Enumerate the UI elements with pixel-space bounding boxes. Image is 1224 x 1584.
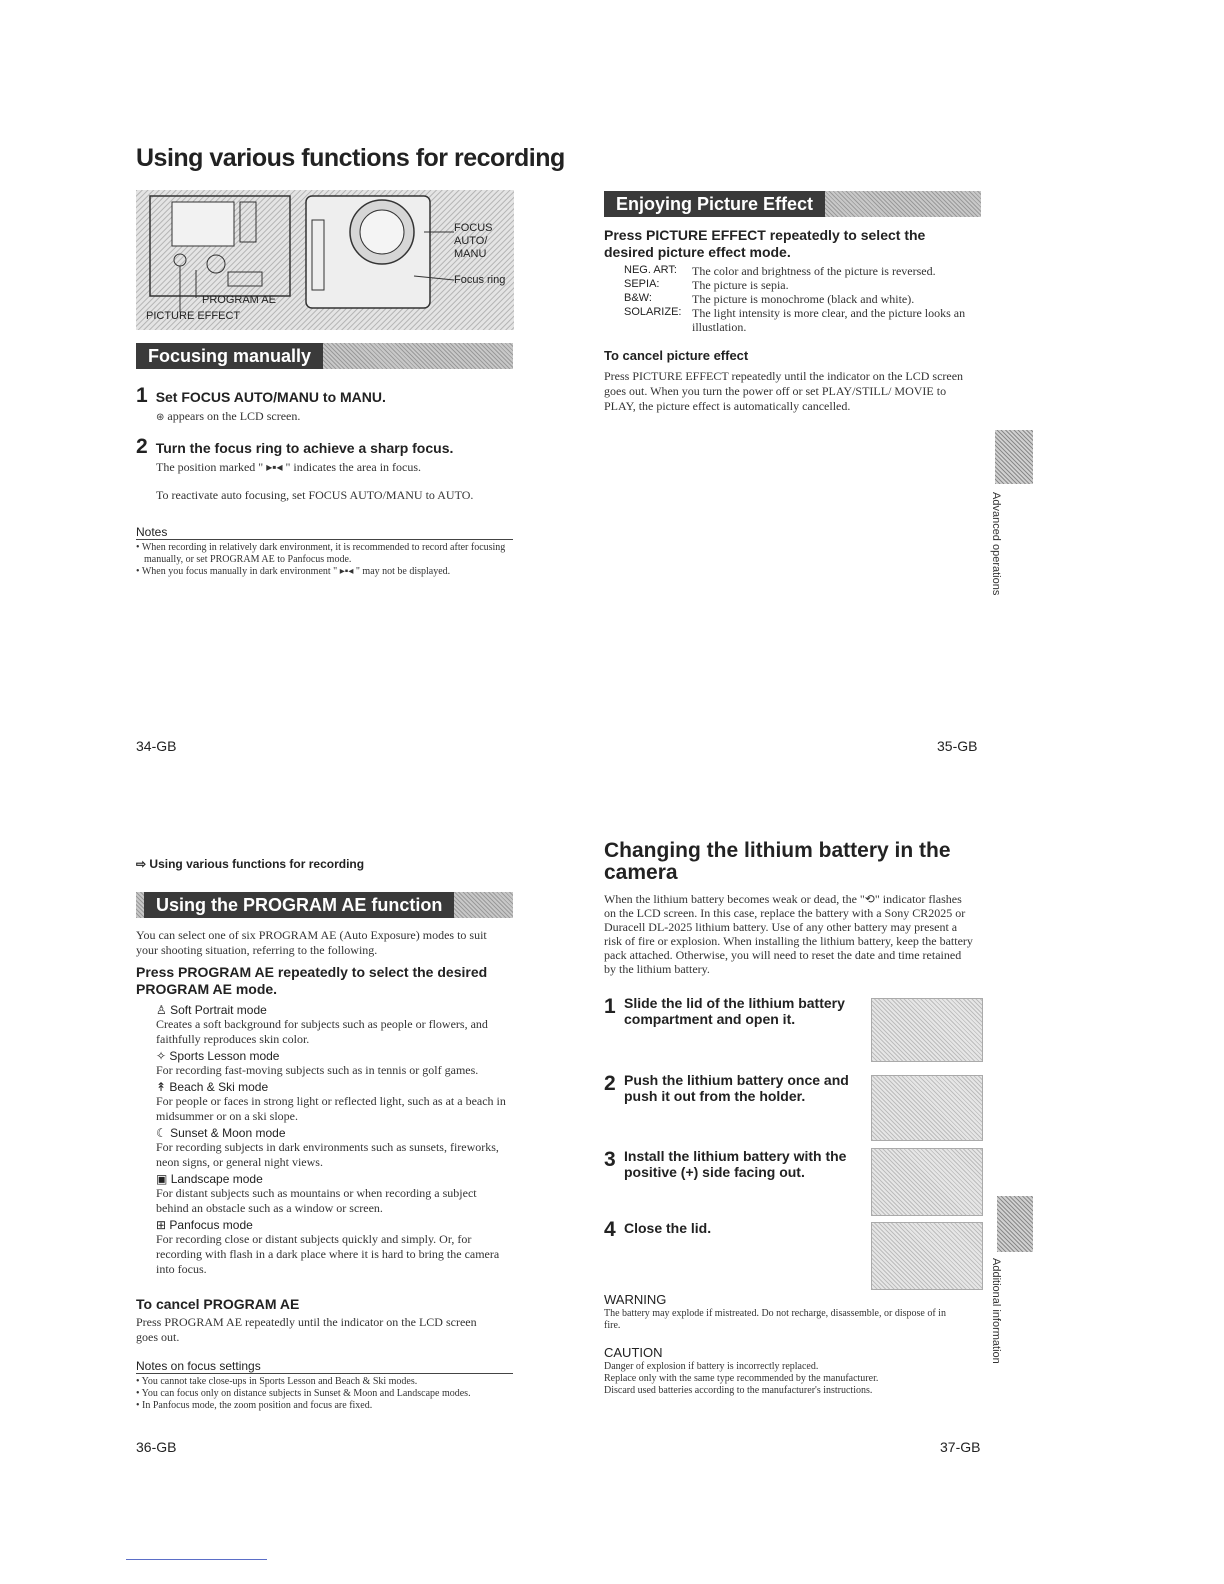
- effect-desc: The picture is monochrome (black and white).: [692, 292, 915, 306]
- step-text: Set FOCUS AUTO/MANU to MANU.: [155, 389, 386, 405]
- mode-title: Sports Lesson mode: [169, 1049, 280, 1063]
- mode-title: Beach & Ski mode: [169, 1080, 269, 1094]
- warning-title: WARNING: [604, 1292, 667, 1307]
- cancel-effect-title: To cancel picture effect: [604, 348, 749, 363]
- label-focus-auto-manu: FOCUS AUTO/ MANU: [454, 222, 493, 260]
- divider-line: [126, 1559, 267, 1560]
- section-bar-focusing-manually: [136, 343, 513, 369]
- note-text: You can focus only on distance subjects in Sunset & Moon and Landscape modes.: [141, 1388, 471, 1399]
- mode-desc: For people or faces in strong light or reflected light, such as at a beach in midsummer or on a ski slope.: [156, 1094, 506, 1123]
- step-1-body-text: appears on the LCD screen.: [167, 409, 301, 423]
- intro-text: When the lithium battery becomes weak or dead, the "⟲" indicator flashes on the LCD screen. In this case, replace the battery with a Sony CR2025 or Duracell DL-2025 lithium battery. Use of any other battery may present a risk of fire or explosion. When installing the lithium battery, keep the battery pack attached. Otherwise, you will need to reset the date and time retained by the lithium battery.: [604, 892, 973, 976]
- note-text: You cannot take close-ups in Sports Lesson and Beach & Ski modes.: [141, 1376, 418, 1387]
- page-title: Changing the lithium battery in the camera: [604, 839, 951, 884]
- effect-row: [624, 306, 974, 334]
- modes-list: [156, 1003, 511, 1277]
- beach-ski-icon: ↟: [156, 1080, 167, 1094]
- side-tab-label: Advanced operations: [990, 492, 1002, 596]
- step-2-body: The position marked " ▸▪◂ " indicates the area in focus.: [156, 460, 422, 474]
- note-text: In Panfocus mode, the zoom position and focus are fixed.: [142, 1400, 373, 1411]
- landscape-icon: ▣: [156, 1172, 168, 1186]
- mode-item: [156, 1049, 511, 1078]
- intro-text: You can select one of six PROGRAM AE (Auto Exposure) modes to suit your shooting situation, referring to the following.: [136, 928, 487, 957]
- caution-line: Danger of explosion if battery is incorrectly replaced.: [604, 1361, 819, 1372]
- mode-item: [156, 1003, 511, 1047]
- step-number: 1: [136, 384, 148, 407]
- step-1: [136, 384, 516, 408]
- note-item: • In Panfocus mode, the zoom position and focus are fixed.: [136, 1400, 373, 1411]
- effect-term: B&W:: [624, 292, 652, 304]
- effect-term: NEG. ART:: [624, 264, 677, 276]
- step-text: Turn the focus ring to achieve a sharp focus.: [155, 440, 454, 456]
- mode-title: Sunset & Moon mode: [170, 1126, 286, 1140]
- page-number: 34-GB: [136, 738, 177, 754]
- cancel-program-ae-title: To cancel PROGRAM AE: [136, 1296, 300, 1312]
- step-text: Close the lid.: [624, 1220, 712, 1236]
- effect-term: SOLARIZE:: [624, 306, 682, 318]
- soft-portrait-icon: ♙: [156, 1003, 167, 1017]
- reactivate-text: To reactivate auto focusing, set FOCUS AUTO/MANU to AUTO.: [156, 488, 474, 502]
- effect-desc: The picture is sepia.: [692, 278, 789, 292]
- sunset-moon-icon: ☾: [156, 1126, 167, 1140]
- side-tab-marker: [997, 1196, 1033, 1252]
- step-number: 2: [604, 1072, 616, 1095]
- section-title: Using the PROGRAM AE function: [144, 892, 454, 918]
- cancel-effect-body: Press PICTURE EFFECT repeatedly until the indicator on the LCD screen goes out. When you turn the power off or set PLAY/STILL/ MOVIE to PLAY, the picture effect is automatically cancelled.: [604, 369, 964, 413]
- page-title: Using various functions for recording: [136, 144, 565, 172]
- mode-item: [156, 1218, 511, 1277]
- notes-title: Notes on focus settings: [136, 1359, 513, 1374]
- notes-title: Notes: [136, 525, 513, 540]
- mode-title: Panfocus mode: [169, 1218, 253, 1232]
- step-text: Slide the lid of the lithium battery compartment and open it.: [624, 995, 845, 1027]
- manual-focus-icon: ⊛: [156, 412, 165, 423]
- note-item: • When you focus manually in dark environment " ▸▪◂ " may not be displayed.: [136, 566, 451, 577]
- note-item: • When recording in relatively dark environment, it is recommended to record after focusing manually, or set PROGRAM AE to Panfocus mode.: [136, 542, 506, 565]
- note-item: • You can focus only on distance subjects in Sunset & Moon and Landscape modes.: [136, 1388, 471, 1399]
- section-title: Enjoying Picture Effect: [604, 191, 825, 217]
- step-number: 4: [604, 1218, 616, 1241]
- panfocus-icon: ⊞: [156, 1218, 167, 1232]
- battery-step-3: [604, 1148, 859, 1180]
- step-1-body: [156, 409, 300, 425]
- warning-body: The battery may explode if mistreated. Do not recharge, disassemble, or dispose of in fire.: [604, 1308, 946, 1331]
- note-text: When you focus manually in dark environment " ▸▪◂ " may not be displayed.: [141, 566, 451, 577]
- label-picture-effect: PICTURE EFFECT: [146, 310, 241, 322]
- focus-notes-block: [136, 1359, 513, 1412]
- step-text: Install the lithium battery with the positive (+) side facing out.: [624, 1148, 847, 1180]
- caution-body: [604, 1361, 974, 1397]
- mode-item: [156, 1172, 511, 1216]
- arrow-right-icon: ⇨: [136, 857, 147, 871]
- battery-lid-illustration: [871, 998, 983, 1062]
- lead-instruction: Press PICTURE EFFECT repeatedly to select the desired picture effect mode.: [604, 227, 926, 260]
- battery-lid-close-illustration: [871, 1222, 983, 1290]
- effect-row: [624, 264, 974, 278]
- mode-desc: Creates a soft background for subjects such as people or flowers, and faithfully reproduces skin color.: [156, 1017, 488, 1046]
- effect-row: [624, 278, 974, 292]
- battery-step-2: [604, 1072, 859, 1104]
- mode-item: [156, 1080, 511, 1124]
- label-focus-ring: Focus ring: [454, 274, 506, 286]
- cancel-program-ae-body: Press PROGRAM AE repeatedly until the indicator on the LCD screen goes out.: [136, 1315, 477, 1344]
- lead-instruction: Press PROGRAM AE repeatedly to select the desired PROGRAM AE mode.: [136, 964, 488, 997]
- camera-controls-figure: [136, 190, 514, 330]
- mode-desc: For recording fast-moving subjects such as in tennis or golf games.: [156, 1063, 479, 1077]
- page-number: 36-GB: [136, 1439, 177, 1455]
- mode-desc: For recording subjects in dark environments such as sunsets, fireworks, neon signs, or general night views.: [156, 1140, 499, 1169]
- battery-eject-illustration: [871, 1075, 983, 1141]
- battery-step-1: [604, 995, 859, 1027]
- effects-list: [624, 264, 974, 334]
- side-tab-marker: [995, 430, 1033, 484]
- effect-term: SEPIA:: [624, 278, 660, 290]
- breadcrumb: [136, 857, 364, 871]
- battery-step-4: [604, 1218, 859, 1242]
- step-2: [136, 435, 516, 459]
- effect-desc: The color and brightness of the picture is reversed.: [692, 264, 936, 278]
- step-number: 3: [604, 1148, 616, 1171]
- mode-title: Soft Portrait mode: [170, 1003, 267, 1017]
- caution-line: Replace only with the same type recommended by the manufacturer.: [604, 1373, 879, 1384]
- notes-block: [136, 525, 513, 578]
- note-item: • You cannot take close-ups in Sports Lesson and Beach & Ski modes.: [136, 1376, 418, 1387]
- mode-desc: For distant subjects such as mountains or when recording a subject behind an obstacle such as a window or screen.: [156, 1186, 477, 1215]
- section-title: Focusing manually: [136, 343, 323, 369]
- note-text: When recording in relatively dark environment, it is recommended to record after focusing manually, or set PROGRAM AE to Panfocus mode.: [141, 542, 506, 565]
- mode-title: Landscape mode: [170, 1172, 263, 1186]
- page-number: 35-GB: [937, 738, 978, 754]
- effect-row: [624, 292, 974, 306]
- side-tab-label: Additional information: [990, 1258, 1002, 1364]
- caution-title: CAUTION: [604, 1345, 663, 1360]
- label-program-ae: PROGRAM AE: [202, 294, 276, 306]
- step-text: Push the lithium battery once and push it out from the holder.: [624, 1072, 849, 1104]
- step-number: 2: [136, 435, 148, 458]
- effect-desc: The light intensity is more clear, and the picture looks an illustlation.: [692, 306, 966, 334]
- caution-line: Discard used batteries according to the manufacturer's instructions.: [604, 1385, 873, 1396]
- step-number: 1: [604, 995, 616, 1018]
- section-bar-program-ae: [136, 892, 513, 918]
- mode-item: [156, 1126, 511, 1170]
- battery-install-illustration: [871, 1148, 983, 1216]
- page-number: 37-GB: [940, 1439, 981, 1455]
- section-bar-picture-effect: [604, 191, 981, 217]
- breadcrumb-text: Using various functions for recording: [149, 857, 365, 871]
- sports-lesson-icon: ✧: [156, 1049, 167, 1063]
- mode-desc: For recording close or distant subjects quickly and simply. Or, for recording with flash in a dark place where it is hard to bring the camera into focus.: [156, 1232, 500, 1276]
